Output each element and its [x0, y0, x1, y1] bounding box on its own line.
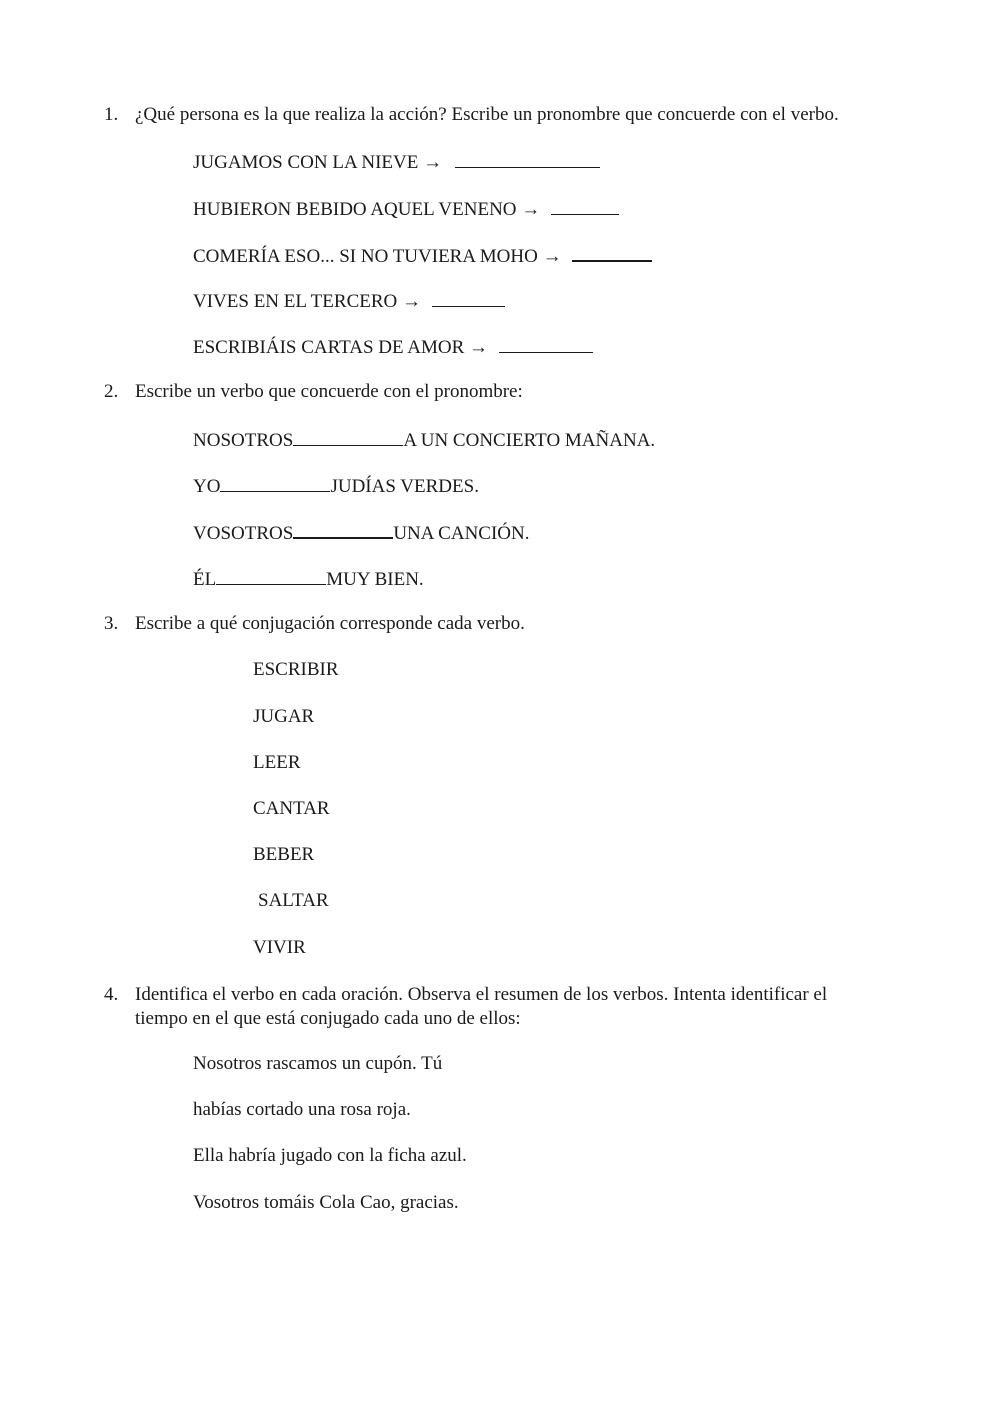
q2-item-rest: MUY BIEN. [326, 569, 424, 590]
answer-blank[interactable] [551, 197, 619, 215]
q1-item-text: JUGAMOS CON LA NIEVE → [193, 152, 443, 173]
q3-verb: LEER [253, 752, 301, 773]
q1-item-text: ESCRIBIÁIS CARTAS DE AMOR → [193, 337, 489, 358]
answer-blank[interactable] [572, 243, 652, 262]
q2-item-rest: A UN CONCIERTO MAÑANA. [403, 430, 656, 451]
q1-item-text: VIVES EN EL TERCERO → [193, 291, 421, 312]
q1-item [193, 150, 600, 174]
q4-sentence: Nosotros rascamos un cupón. Tú [193, 1053, 443, 1074]
q1-item [193, 243, 652, 268]
q1-item [193, 335, 593, 359]
q4-sentence: habías cortado una rosa roja. [193, 1099, 411, 1120]
q1-item-text: COMERÍA ESO... SI NO TUVIERA MOHO → [193, 246, 562, 267]
q2-item-pronoun: NOSOTROS [193, 430, 294, 451]
q3-verb: VIVIR [253, 937, 306, 958]
answer-blank[interactable] [216, 567, 326, 585]
answer-blank[interactable] [432, 289, 505, 307]
q2-item-rest: UNA CANCIÓN. [393, 523, 530, 544]
q2-item-pronoun: YO [193, 476, 221, 497]
q2-item-rest: JUDÍAS VERDES. [330, 476, 479, 497]
q1-number: 1. [104, 104, 119, 125]
q3-verb: BEBER [253, 844, 315, 865]
q1-item [193, 197, 619, 221]
q2-number: 2. [104, 381, 119, 402]
q3-prompt: Escribe a qué conjugación corresponde cada verbo. [135, 613, 525, 634]
q2-item [193, 567, 424, 591]
q2-item-pronoun: ÉL [193, 569, 217, 590]
q2-item-pronoun: VOSOTROS [193, 523, 294, 544]
q2-item [193, 520, 530, 545]
q4-sentence: Ella habría jugado con la ficha azul. [193, 1145, 467, 1166]
answer-blank[interactable] [499, 335, 593, 353]
q3-verb: ESCRIBIR [253, 659, 339, 680]
answer-blank[interactable] [293, 428, 403, 446]
answer-blank[interactable] [293, 520, 393, 539]
q1-item [193, 289, 505, 313]
q3-verb: SALTAR [258, 890, 329, 911]
q4-prompt-line2: tiempo en el que está conjugado cada uno de ellos: [135, 1008, 521, 1029]
q2-prompt: Escribe un verbo que concuerde con el pronombre: [135, 381, 523, 402]
answer-blank[interactable] [455, 150, 600, 168]
q3-number: 3. [104, 613, 119, 634]
q1-item-text: HUBIERON BEBIDO AQUEL VENENO → [193, 199, 541, 220]
q3-verb: JUGAR [253, 706, 315, 727]
q4-number: 4. [104, 984, 119, 1005]
q1-prompt: ¿Qué persona es la que realiza la acción? Escribe un pronombre que concuerde con el verbo. [135, 104, 839, 125]
q4-prompt-line1: Identifica el verbo en cada oración. Observa el resumen de los verbos. Intenta identificar el [135, 984, 828, 1005]
q2-item [193, 428, 655, 452]
q2-item [193, 474, 479, 498]
answer-blank[interactable] [220, 474, 330, 492]
q3-verb: CANTAR [253, 798, 330, 819]
q4-sentence: Vosotros tomáis Cola Cao, gracias. [193, 1192, 459, 1213]
